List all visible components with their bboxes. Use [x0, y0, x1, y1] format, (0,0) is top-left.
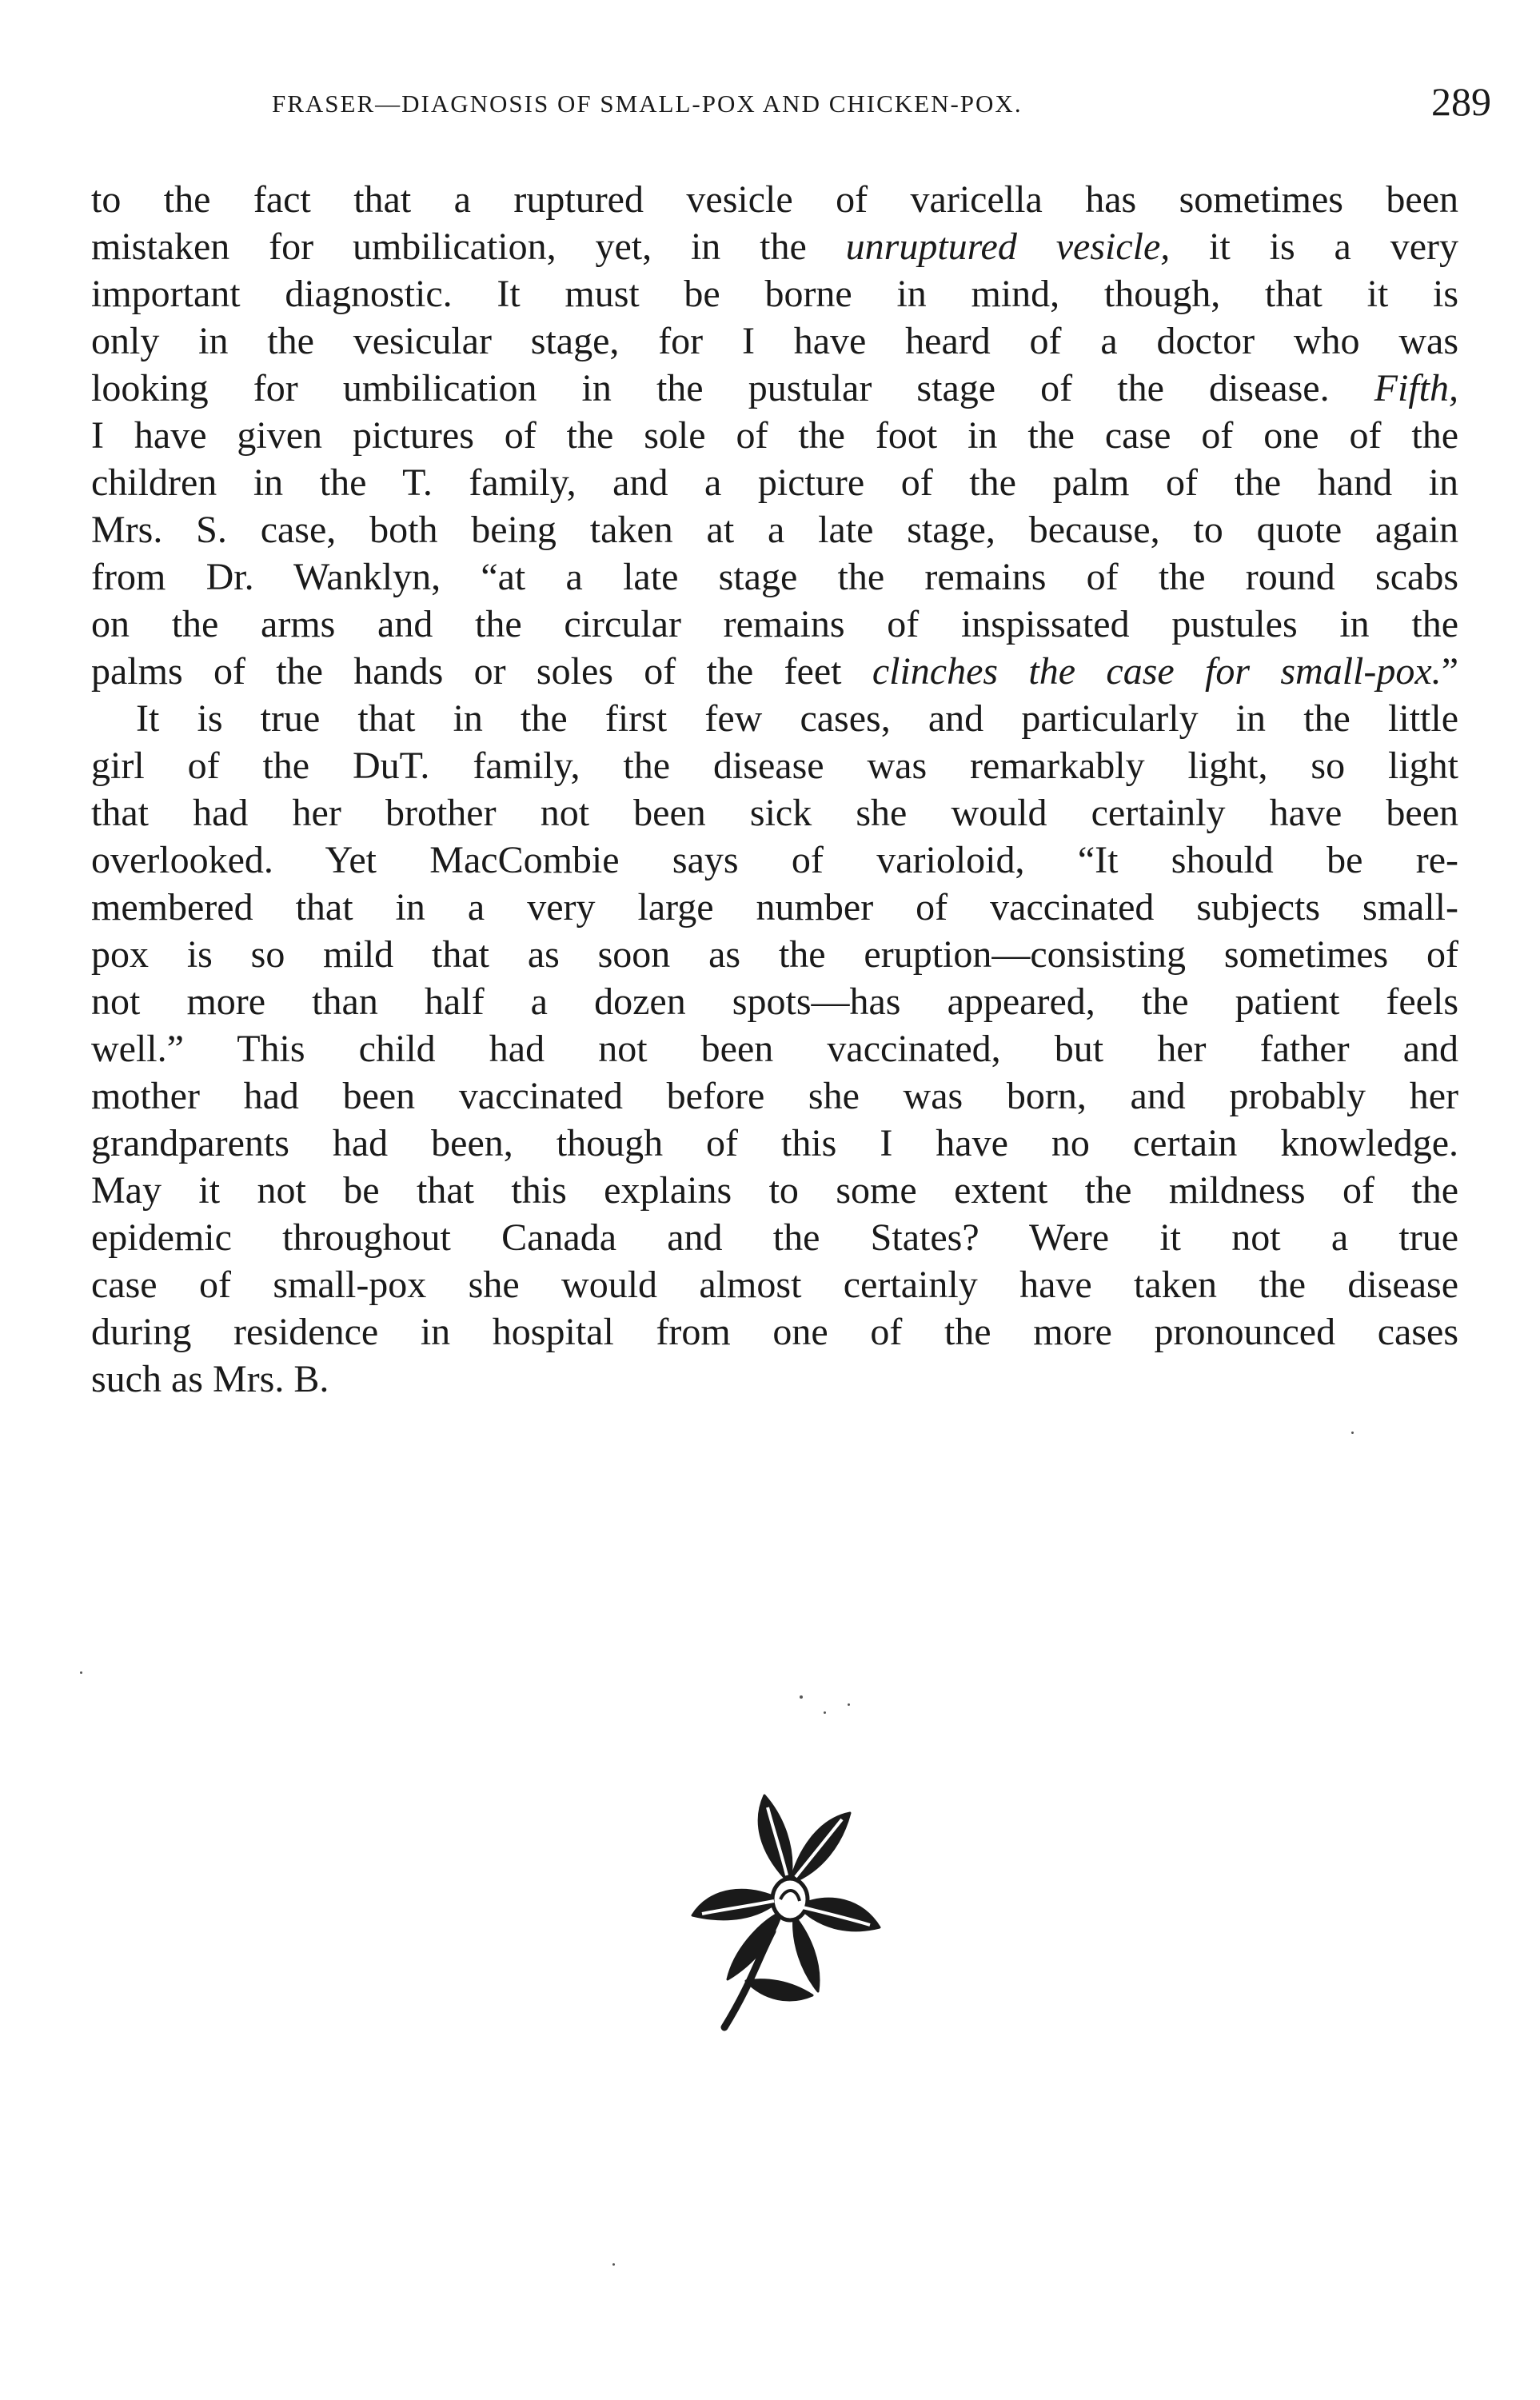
emphasis: clinches the case for small-pox.	[872, 650, 1442, 693]
body-text	[91, 176, 1458, 1403]
text-line: well.” This child had not been vaccinated, but her father and	[91, 1028, 1458, 1070]
running-head: FRASER—DIAGNOSIS OF SMALL-POX AND CHICKEN-POX.	[272, 90, 1023, 118]
text-line: I have given pictures of the sole of the foot in the case of one of the	[91, 414, 1458, 457]
text-line: pox is so mild that as soon as the eruption—consisting sometimes of	[91, 933, 1458, 976]
emphasis: unruptured vesicle,	[845, 226, 1171, 268]
text-line: May it not be that this explains to some extent the mildness of the	[91, 1169, 1458, 1212]
ink-speck	[824, 1711, 826, 1714]
ink-speck	[848, 1703, 850, 1706]
ink-speck	[1351, 1432, 1354, 1434]
text-line: girl of the DuT. family, the disease was remarkably light, so light	[91, 745, 1458, 787]
text-line: to the fact that a ruptured vesicle of varicella has sometimes been	[91, 178, 1458, 221]
text-line: only in the vesicular stage, for I have heard of a doctor who was	[91, 320, 1458, 362]
ink-speck	[80, 1671, 82, 1674]
text-line: mistaken for umbilication, yet, in the unruptured vesicle, it is a very	[91, 226, 1458, 268]
text-line: grandparents had been, though of this I have no certain knowledge.	[91, 1122, 1458, 1164]
text-line: looking for umbilication in the pustular stage of the disease. Fifth,	[91, 367, 1458, 409]
text-line: important diagnostic. It must be borne in mind, though, that it is	[91, 273, 1458, 315]
emphasis: Fifth,	[1374, 367, 1458, 409]
text-line: during residence in hospital from one of the more pronounced cases	[91, 1311, 1458, 1353]
page-number: 289	[1431, 79, 1491, 124]
text-line: epidemic throughout Canada and the States? Were it not a true	[91, 1216, 1458, 1259]
text-line: such as Mrs. B.	[91, 1358, 329, 1400]
text-line: children in the T. family, and a picture of the palm of the hand in	[91, 461, 1458, 504]
ink-speck	[800, 1695, 803, 1699]
text-line: Mrs. S. case, both being taken at a late stage, because, to quote again	[91, 509, 1458, 551]
text-line: that had her brother not been sick she would certainly have been	[91, 792, 1458, 834]
text-line: not more than half a dozen spots—has appeared, the patient feels	[91, 980, 1458, 1023]
paragraph-start-line: It is true that in the first few cases, and particularly in the little	[136, 697, 1458, 740]
ink-speck	[612, 2263, 615, 2266]
lily-flower-icon	[670, 1771, 902, 2035]
text-line: membered that in a very large number of vaccinated subjects small-	[91, 886, 1458, 928]
text-line: from Dr. Wanklyn, “at a late stage the remains of the round scabs	[91, 556, 1458, 598]
text-line: case of small-pox she would almost certainly have taken the disease	[91, 1264, 1458, 1306]
text-line: mother had been vaccinated before she was born, and probably her	[91, 1075, 1458, 1117]
text-line: overlooked. Yet MacCombie says of varioloid, “It should be re-	[91, 839, 1458, 881]
text-line: palms of the hands or soles of the feet clinches the case for small-pox.”	[91, 650, 1458, 693]
text-line: on the arms and the circular remains of inspissated pustules in the	[91, 603, 1458, 645]
